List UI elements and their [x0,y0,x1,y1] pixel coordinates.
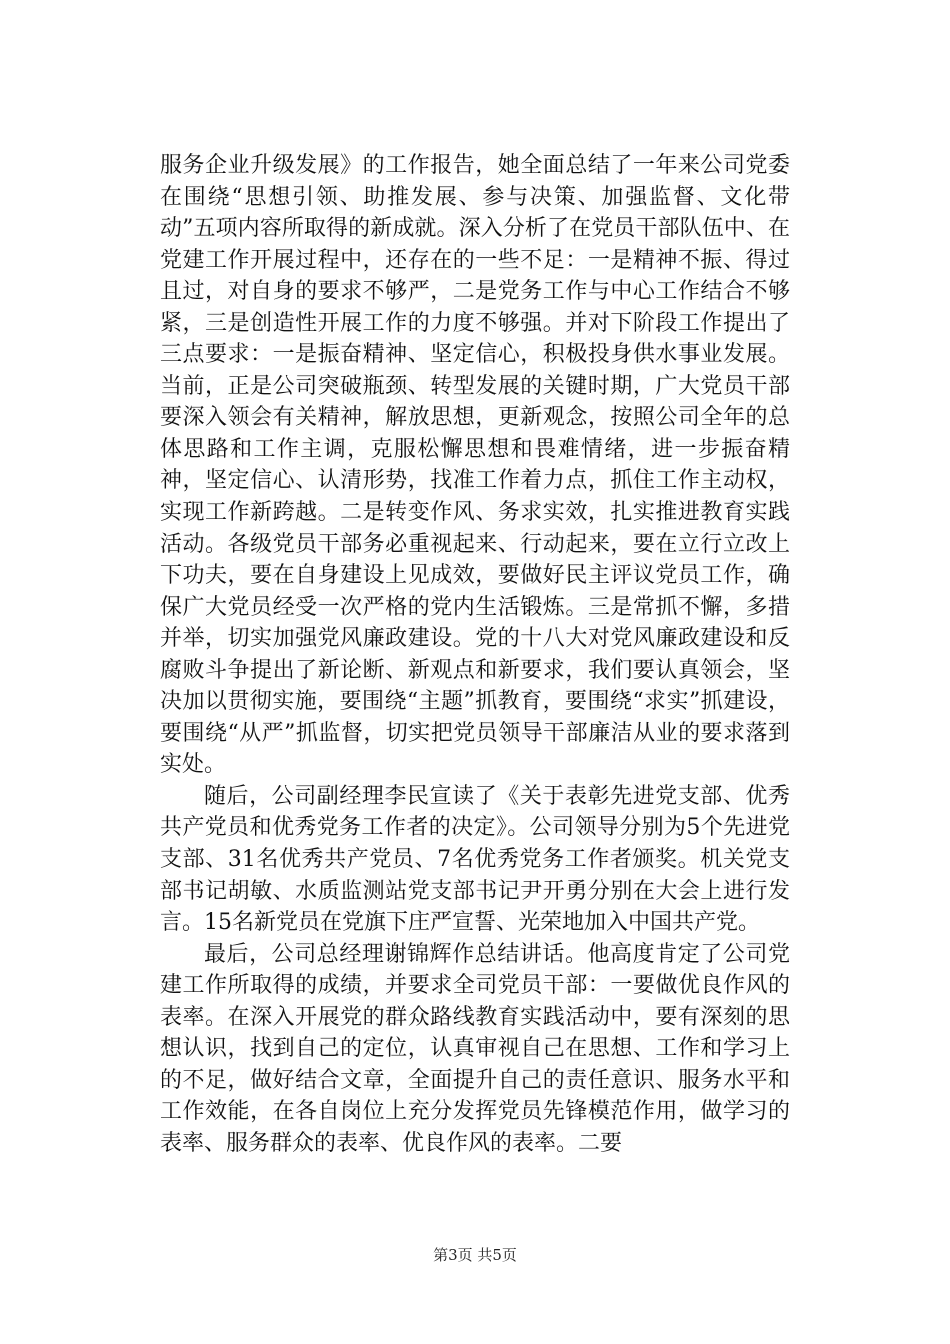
document-body [160,150,790,1160]
paragraph-award: 随后，公司副经理李民宣读了《关于表彰先进党支部、优秀共产党员和优秀党务工作者的决定》。公司领导分别为5个先进党支部、31名优秀共产党员、7名优秀党务工作者颁奖。机关党支部书记胡敏、水质监测站党支部书记尹开勇分别在大会上进行发言。15名新党员在党旗下庄严宣誓、光荣地加入中国共产党。 [160,783,790,936]
paragraph-summary-speech: 最后，公司总经理谢锦辉作总结讲话。他高度肯定了公司党建工作所取得的成绩，并要求全司党员干部：一要做优良作风的表率。在深入开展党的群众路线教育实践活动中，要有深刻的思想认识，找到自己的定位，认真审视自己在思想、工作和学习上的不足，做好结合文章，全面提升自己的责任意识、服务水平和工作效能，在各自岗位上充分发挥党员先锋模范作用，做学习的表率、服务群众的表率、优良作风的表率。二要 [160,941,790,1156]
paragraph-continued: 服务企业升级发展》的工作报告，她全面总结了一年来公司党委在围绕“思想引领、助推发展、参与决策、加强监督、文化带动”五项内容所取得的新成就。深入分析了在党员干部队伍中、在党建工作开展过程中，还存在的一些不足：一是精神不振、得过且过，对自身的要求不够严，二是党务工作与中心工作结合不够紧，三是创造性开展工作的力度不够强。并对下阶段工作提出了三点要求：一是振奋精神、坚定信心，积极投身供水事业发展。当前，正是公司突破瓶颈、转型发展的关键时期，广大党员干部要深入领会有关精神，解放思想，更新观念，按照公司全年的总体思路和工作主调，克服松懈思想和畏难情绪，进一步振奋精神，坚定信心、认清形势，找准工作着力点，抓住工作主动权，实现工作新跨越。二是转变作风、务求实效，扎实推进教育实践活动。各级党员干部务必重视起来、行动起来，要在立行立改上下功夫，要在自身建设上见成效，要做好民主评议党员工作，确保广大党员经受一次严格的党内生活锻炼。三是常抓不懈，多措并举，切实加强党风廉政建设。党的十八大对党风廉政建设和反腐败斗争提出了新论断、新观点和新要求，我们要认真领会，坚决加以贯彻实施，要围绕“主题”抓教育，要围绕“求实”抓建设，要围绕“从严”抓监督，切实把党员领导干部廉洁从业的要求落到实处。 [160,153,790,778]
page-number-footer: 第3页 共5页 [433,1246,517,1264]
